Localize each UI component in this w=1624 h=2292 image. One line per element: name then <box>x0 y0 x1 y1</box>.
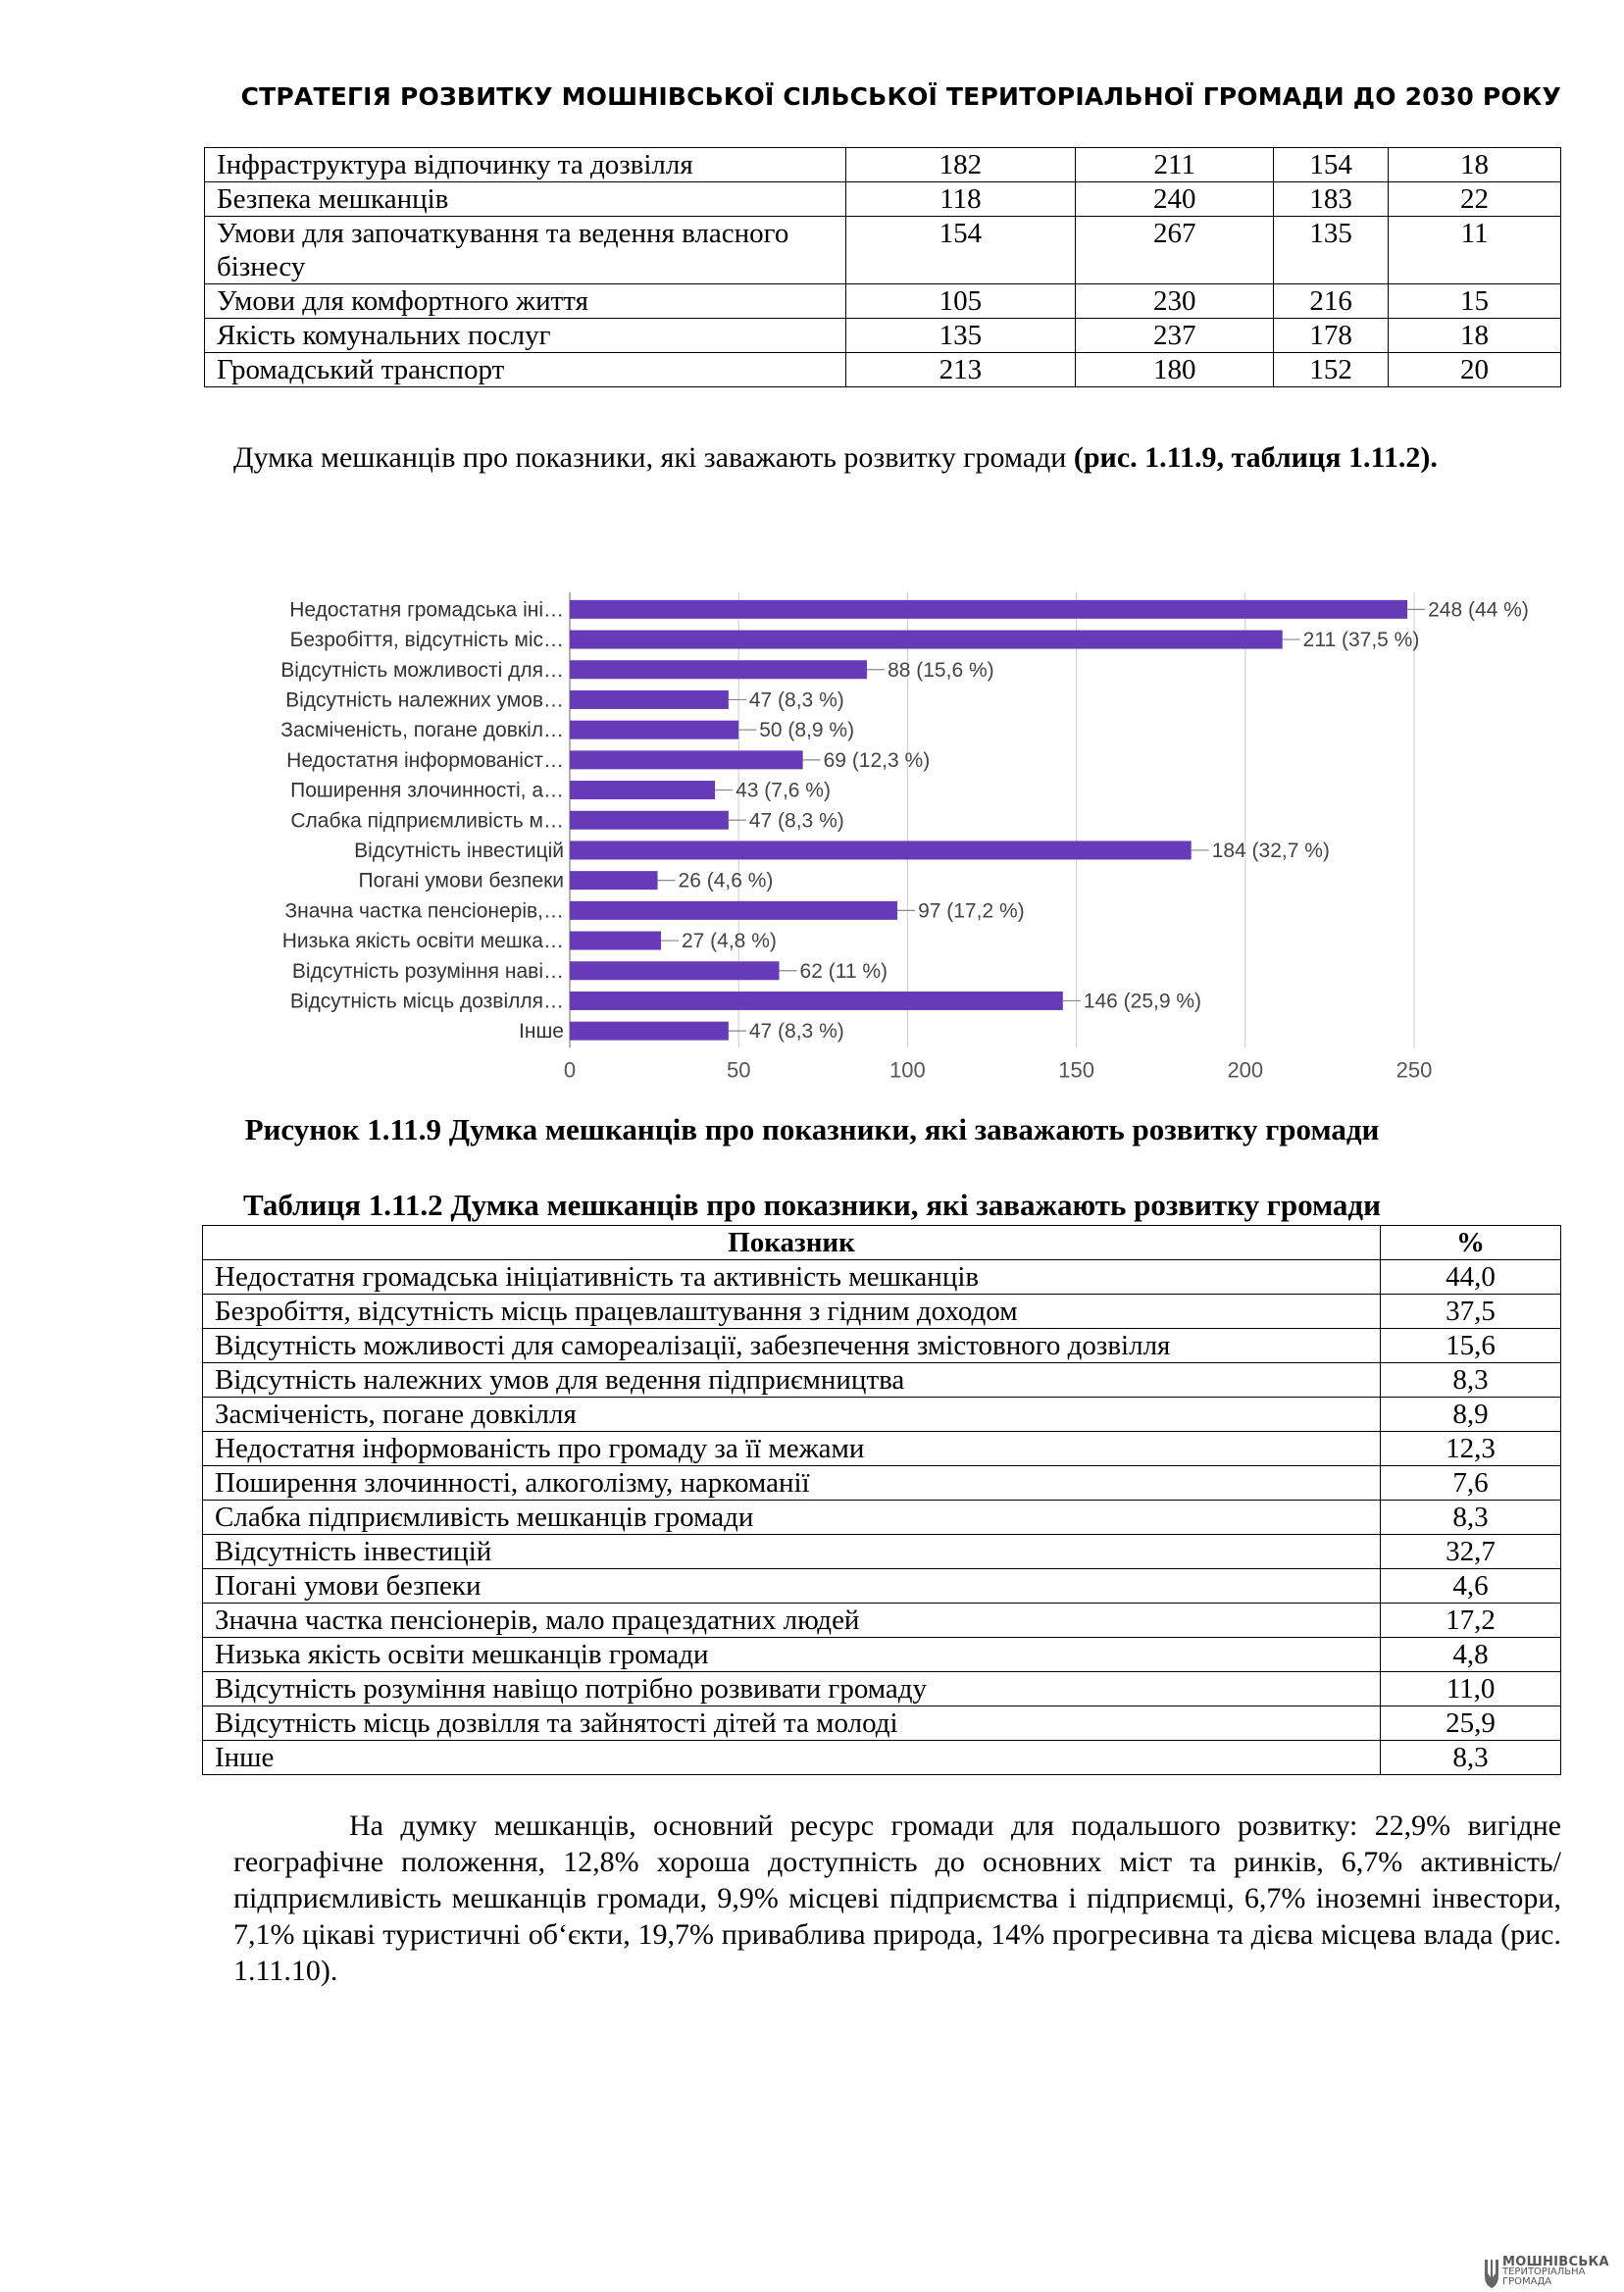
table-row <box>205 284 1561 319</box>
indicator-percent: 17,2 <box>1381 1604 1561 1638</box>
indicator-label: Слабка підприємливість мешканців громади <box>203 1501 1381 1535</box>
y-category-label: Відсутність інвестицій <box>354 839 564 862</box>
table-row <box>203 1363 1561 1398</box>
row-label: Якість комунальних послуг <box>205 319 846 353</box>
indicator-percent: 4,8 <box>1381 1638 1561 1672</box>
table-row <box>205 319 1561 353</box>
indicator-percent: 32,7 <box>1381 1535 1561 1569</box>
intro-paragraph: Думка мешканців про показники, які заважають розвитку громади (рис. 1.11.9, таблиця 1.11.2). <box>233 441 1438 474</box>
x-tick-label: 150 <box>1058 1057 1094 1083</box>
trident-icon <box>1485 2260 1498 2288</box>
ratings-table <box>204 147 1561 387</box>
table-row <box>205 353 1561 387</box>
bar <box>570 901 897 920</box>
indicator-label: Інше <box>203 1741 1381 1775</box>
row-value: 180 <box>1076 353 1274 387</box>
x-tick-label: 0 <box>563 1057 577 1083</box>
y-category-label: Слабка підприємливість м… <box>290 809 564 833</box>
table-row <box>205 217 1561 284</box>
data-label: 69 (12,3 %) <box>823 748 931 772</box>
x-tick-label: 50 <box>726 1057 751 1083</box>
indicator-percent: 8,3 <box>1381 1363 1561 1398</box>
row-value: 105 <box>845 284 1076 319</box>
bar <box>570 631 1283 649</box>
bar <box>570 961 780 980</box>
figure-caption: Рисунок 1.11.9 Думка мешканців про показники, які заважають розвитку громади <box>244 1112 1380 1146</box>
y-category-label: Безробіття, відсутність міс… <box>289 629 564 652</box>
row-label: Безпека мешканців <box>205 182 846 217</box>
table-row <box>205 148 1561 182</box>
header-percent: % <box>1381 1226 1561 1260</box>
y-category-label: Інше <box>519 1020 564 1044</box>
x-tick-label: 250 <box>1396 1057 1433 1083</box>
row-value: 267 <box>1076 217 1274 284</box>
table-row <box>203 1466 1561 1501</box>
row-value: 182 <box>845 148 1076 182</box>
indicator-label: Відсутність місць дозвілля та зайнятості дітей та молоді <box>203 1706 1381 1741</box>
row-value: 178 <box>1274 319 1389 353</box>
indicator-percent: 8,9 <box>1381 1398 1561 1432</box>
data-label: 97 (17,2 %) <box>918 899 1025 923</box>
table-row <box>203 1260 1561 1295</box>
row-label: Умови для започаткування та ведення власного бізнесу <box>205 217 846 284</box>
indicator-percent: 8,3 <box>1381 1501 1561 1535</box>
table-row <box>203 1672 1561 1706</box>
data-label: 26 (4,6 %) <box>678 869 774 892</box>
logo-text: МОШНІВСЬКА ТЕРИТОРІАЛЬНА ГРОМАДА <box>1502 2255 1609 2287</box>
table-row <box>203 1604 1561 1638</box>
row-label: Громадський транспорт <box>205 353 846 387</box>
header-indicator: Показник <box>203 1226 1381 1260</box>
row-label: Умови для комфортного життя <box>205 284 846 319</box>
data-label: 47 (8,3 %) <box>748 1020 844 1044</box>
indicator-label: Відсутність інвестицій <box>203 1535 1381 1569</box>
indicator-label: Недостатня громадська ініціативність та активність мешканців <box>203 1260 1381 1295</box>
data-label: 47 (8,3 %) <box>748 809 844 833</box>
data-label: 211 (37,5 %) <box>1302 629 1420 652</box>
indicator-label: Засміченість, погане довкілля <box>203 1398 1381 1432</box>
indicator-percent: 15,6 <box>1381 1329 1561 1363</box>
indicator-label: Погані умови безпеки <box>203 1569 1381 1604</box>
row-value: 237 <box>1076 319 1274 353</box>
y-category-label: Відсутність можливості для… <box>280 658 564 682</box>
table-row <box>205 182 1561 217</box>
indicator-label: Недостатня інформованість про громаду за її межами <box>203 1432 1381 1466</box>
row-value: 135 <box>1274 217 1389 284</box>
indicator-label: Відсутність належних умов для ведення підприємництва <box>203 1363 1381 1398</box>
row-value: 230 <box>1076 284 1274 319</box>
y-category-label: Недостатня інформованіст… <box>286 748 564 772</box>
indicator-percent: 25,9 <box>1381 1706 1561 1741</box>
indicator-label: Відсутність розуміння навіщо потрібно розвивати громаду <box>203 1672 1381 1706</box>
table-row <box>203 1501 1561 1535</box>
table-row <box>203 1638 1561 1672</box>
indicator-percent: 37,5 <box>1381 1295 1561 1329</box>
row-label: Інфраструктура відпочинку та дозвілля <box>205 148 846 182</box>
data-label: 248 (44 %) <box>1428 598 1529 622</box>
indicator-percent: 11,0 <box>1381 1672 1561 1706</box>
bar <box>570 781 715 799</box>
indicator-label: Значна частка пенсіонерів, мало працездатних людей <box>203 1604 1381 1638</box>
y-category-label: Відсутність розуміння наві… <box>291 959 564 983</box>
y-category-label: Недостатня громадська іні… <box>289 598 564 622</box>
row-value: 15 <box>1389 284 1561 319</box>
indicator-percent: 4,6 <box>1381 1569 1561 1604</box>
row-value: 183 <box>1274 182 1389 217</box>
page-header: СТРАТЕГІЯ РОЗВИТКУ МОШНІВСЬКОЇ СІЛЬСЬКОЇ ТЕРИТОРІАЛЬНОЇ ГРОМАДИ ДО 2030 РОКУ <box>240 82 1561 111</box>
y-category-label: Засміченість, погане довкіл… <box>280 719 564 742</box>
indicator-label: Низька якість освіти мешканців громади <box>203 1638 1381 1672</box>
bar <box>570 660 867 679</box>
row-value: 22 <box>1389 182 1561 217</box>
row-value: 154 <box>845 217 1076 284</box>
data-label: 62 (11 %) <box>799 959 888 983</box>
indicator-label: Відсутність можливості для самореалізації, забезпечення змістовного дозвілля <box>203 1329 1381 1363</box>
row-value: 118 <box>845 182 1076 217</box>
y-category-label: Відсутність належних умов… <box>285 688 564 712</box>
bar <box>570 750 803 769</box>
data-label: 43 (7,6 %) <box>736 779 831 802</box>
indicator-percent: 7,6 <box>1381 1466 1561 1501</box>
row-value: 18 <box>1389 319 1561 353</box>
closing-paragraph: На думку мешканців, основний ресурс громади для подальшого розвитку: 22,9% вигідне географічне положення, 12,8% хороша доступність до основних міст та ринків, 6,7% активність/підприємливість мешканців громади, 9,9% місцеві підприємства і підприємці, 6,7% іноземні інвестори, 7,1% цікаві туристичні об‘єкти, 19,7% приваблива природа, 14% прогресивна та дієва місцева влада (рис. 1.11.10). <box>233 1809 1561 1987</box>
table-row <box>203 1398 1561 1432</box>
y-category-label: Низька якість освіти мешка… <box>281 930 564 953</box>
bar <box>570 992 1063 1010</box>
data-label: 27 (4,8 %) <box>681 930 777 953</box>
row-value: 20 <box>1389 353 1561 387</box>
barriers-bar-chart <box>235 588 1529 1098</box>
y-category-label: Значна частка пенсіонерів,… <box>284 899 564 923</box>
indicator-percent: 44,0 <box>1381 1260 1561 1295</box>
indicator-label: Безробіття, відсутність місць працевлаштування з гідним доходом <box>203 1295 1381 1329</box>
data-label: 47 (8,3 %) <box>748 688 844 712</box>
y-category-label: Відсутність місць дозвілля… <box>289 990 564 1013</box>
data-label: 146 (25,9 %) <box>1083 990 1202 1013</box>
row-value: 216 <box>1274 284 1389 319</box>
table-row <box>203 1535 1561 1569</box>
table-row <box>203 1741 1561 1775</box>
row-value: 213 <box>845 353 1076 387</box>
x-tick-label: 200 <box>1227 1057 1264 1083</box>
row-value: 152 <box>1274 353 1389 387</box>
table-row <box>203 1706 1561 1741</box>
indicator-label: Поширення злочинності, алкоголізму, наркоманії <box>203 1466 1381 1501</box>
bar <box>570 871 658 890</box>
row-value: 18 <box>1389 148 1561 182</box>
table-row <box>203 1569 1561 1604</box>
indicator-percent: 8,3 <box>1381 1741 1561 1775</box>
barriers-table <box>202 1225 1561 1775</box>
bar <box>570 721 738 739</box>
data-label: 88 (15,6 %) <box>888 658 994 682</box>
bar <box>570 840 1192 859</box>
table-caption: Таблиця 1.11.2 Думка мешканців про показники, які заважають розвитку громади <box>243 1188 1381 1222</box>
row-value: 211 <box>1076 148 1274 182</box>
row-value: 135 <box>845 319 1076 353</box>
y-category-label: Погані умови безпеки <box>358 869 564 892</box>
bar <box>570 690 729 709</box>
bar <box>570 932 661 950</box>
y-category-label: Поширення злочинності, а… <box>290 779 564 802</box>
table-row <box>203 1432 1561 1466</box>
row-value: 154 <box>1274 148 1389 182</box>
row-value: 240 <box>1076 182 1274 217</box>
table-row <box>203 1329 1561 1363</box>
table-row <box>203 1295 1561 1329</box>
bar <box>570 600 1407 619</box>
data-label: 184 (32,7 %) <box>1211 839 1330 862</box>
bar <box>570 811 729 830</box>
bar <box>570 1022 729 1041</box>
x-tick-label: 100 <box>889 1057 926 1083</box>
row-value: 11 <box>1389 217 1561 284</box>
indicator-percent: 12,3 <box>1381 1432 1561 1466</box>
data-label: 50 (8,9 %) <box>759 719 855 742</box>
